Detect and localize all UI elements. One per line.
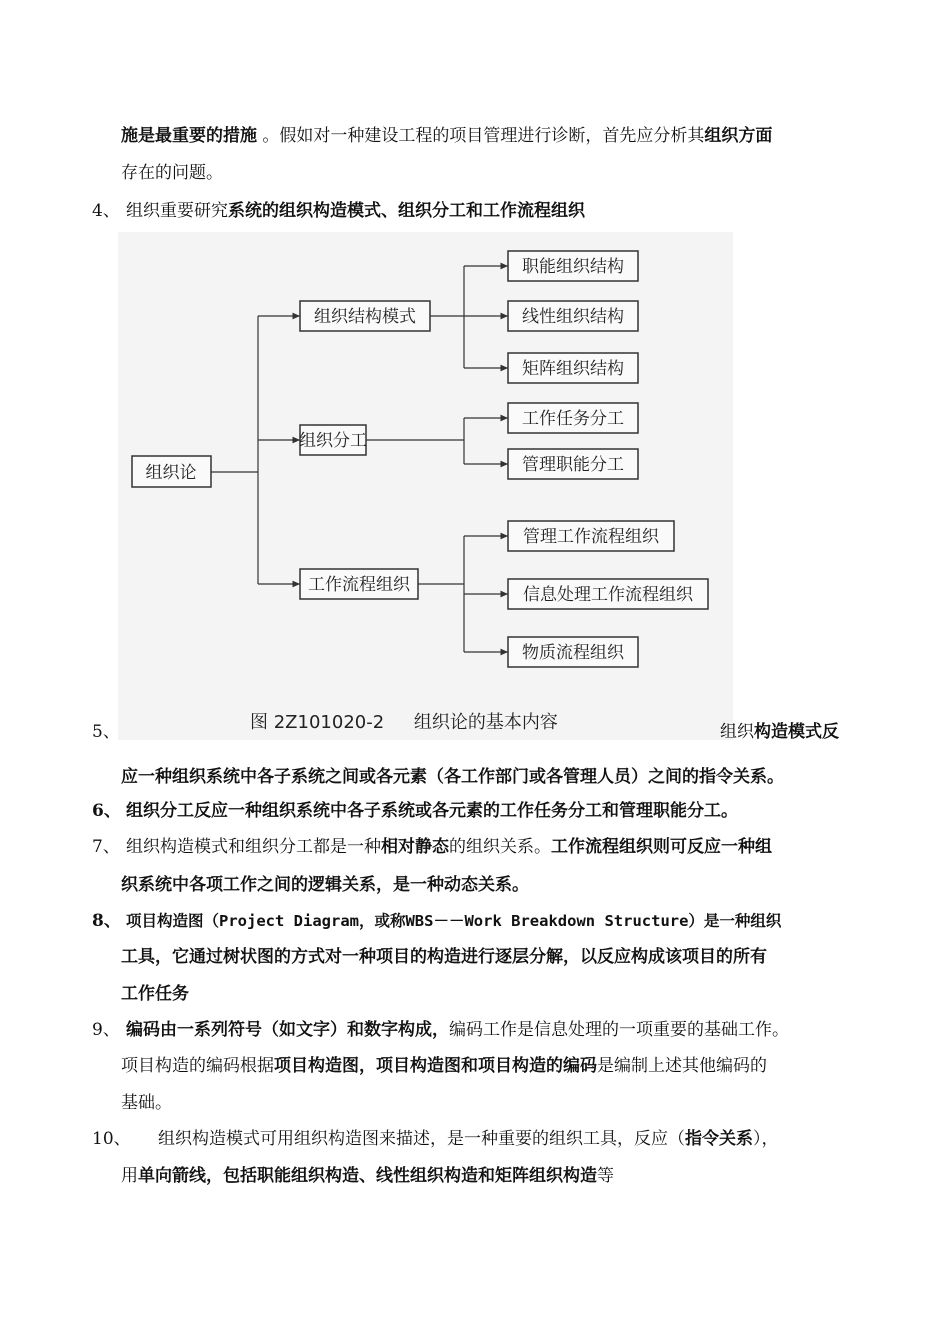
branch-1-label: 组织结构模式 <box>314 307 416 327</box>
child-1-3-label: 矩阵组织结构 <box>522 359 624 379</box>
intro-line-1 <box>121 125 772 147</box>
item-9-text-3: 是编制上述其他编码的 <box>597 1056 767 1076</box>
item-8-text-1: 项目构造图（Project Diagram，或称WBS－－Work Breakdown Structure）是一种组织 <box>126 912 782 930</box>
item-10-text-2: ）， <box>753 1129 779 1149</box>
item-9-text-2: 项目构造的编码根据 <box>121 1056 274 1076</box>
item-9-line-3: 基础。 <box>121 1093 172 1113</box>
branch-2-label: 组织分工 <box>299 431 367 451</box>
item-9-number: 9、 <box>92 1020 120 1040</box>
child-1-2-label: 线性组织结构 <box>522 307 624 327</box>
root-label: 组织论 <box>145 463 197 483</box>
child-3-3-label: 物质流程组织 <box>522 643 624 663</box>
item-5-line-1 <box>720 721 839 743</box>
diagram-svg <box>118 232 733 740</box>
item-6 <box>92 800 738 822</box>
item-4-bold: 系统的组织构造模式、组织分工和工作流程组织 <box>228 201 585 221</box>
item-8-line-3: 工作任务 <box>121 984 189 1004</box>
figure-number: 图 2Z101020-2 <box>250 712 385 733</box>
item-10-line-1 <box>92 1128 779 1150</box>
organization-theory-diagram <box>118 232 733 740</box>
item-5-number: 5、 <box>92 722 120 742</box>
item-6-text: 组织分工反应一种组织系统中各子系统或各元素的工作任务分工和管理职能分工。 <box>126 801 738 821</box>
child-1-1-label: 职能组织结构 <box>522 257 624 277</box>
item-10-line-2 <box>121 1165 614 1187</box>
item-8-line-2: 工具，它通过树状图的方式对一种项目的构造进行逐层分解，以反应构成该项目的所有 <box>121 947 767 967</box>
item-4-text: 组织重要研究 <box>126 201 228 221</box>
item-5-line-2: 应一种组织系统中各子系统之间或各元素（各工作部门或各管理人员）之间的指令关系。 <box>121 767 784 787</box>
item-7-line-1 <box>92 836 772 858</box>
figure-title: 组织论的基本内容 <box>413 712 558 733</box>
child-2-1-label: 工作任务分工 <box>522 409 624 429</box>
item-6-number: 6、 <box>92 801 121 821</box>
item-4-number: 4、 <box>92 201 120 221</box>
item-10-bold-1: 指令关系 <box>685 1129 753 1149</box>
item-9-text-1: 编码工作是信息处理的一项重要的基础工作。 <box>449 1020 789 1040</box>
item-10-number: 10、 <box>92 1129 131 1149</box>
intro-bold-2: 组织方面 <box>704 126 773 146</box>
item-7-bold-2: 工作流程组织则可反应一种组 <box>551 837 772 857</box>
child-3-1-label: 管理工作流程组织 <box>523 527 659 547</box>
item-10-text-1: 组织构造模式可用组织构造图来描述，是一种重要的组织工具，反应（ <box>158 1129 685 1149</box>
item-9-line-1 <box>92 1019 789 1041</box>
item-7-number: 7、 <box>92 837 120 857</box>
intro-line-2: 存在的问题。 <box>121 163 223 183</box>
item-5-text: 组织 <box>720 722 754 742</box>
item-7-text-1: 组织构造模式和组织分工都是一种 <box>126 837 381 857</box>
item-9-line-2 <box>121 1055 767 1077</box>
item-8-line-1 <box>92 910 781 932</box>
item-7-bold-1: 相对静态 <box>381 837 449 857</box>
item-7-line-2: 织系统中各项工作之间的逻辑关系，是一种动态关系。 <box>121 875 529 895</box>
child-2-2-label: 管理职能分工 <box>522 455 624 475</box>
figure-caption <box>250 708 558 734</box>
item-10-text-4: 等 <box>597 1166 614 1186</box>
item-9-bold-1: 编码由一系列符号（如文字）和数字构成， <box>126 1020 449 1040</box>
item-5-bold: 构造模式反 <box>754 722 839 742</box>
item-7-text-2: 的组织关系。 <box>449 837 551 857</box>
item-10-bold-2: 单向箭线，包括职能组织构造、线性组织构造和矩阵组织构造 <box>138 1166 597 1186</box>
branch-3-label: 工作流程组织 <box>308 575 410 595</box>
item-4 <box>92 200 585 222</box>
item-10-text-3: 用 <box>121 1166 138 1186</box>
item-9-bold-2: 项目构造图，项目构造图和项目构造的编码 <box>274 1056 597 1076</box>
intro-text-1: 。假如对一种建设工程的项目管理进行诊断，首先应分析其 <box>257 126 705 146</box>
item-8-number: 8、 <box>92 911 121 931</box>
intro-bold-1: 施是最重要的措施 <box>121 126 257 146</box>
child-3-2-label: 信息处理工作流程组织 <box>523 585 693 605</box>
